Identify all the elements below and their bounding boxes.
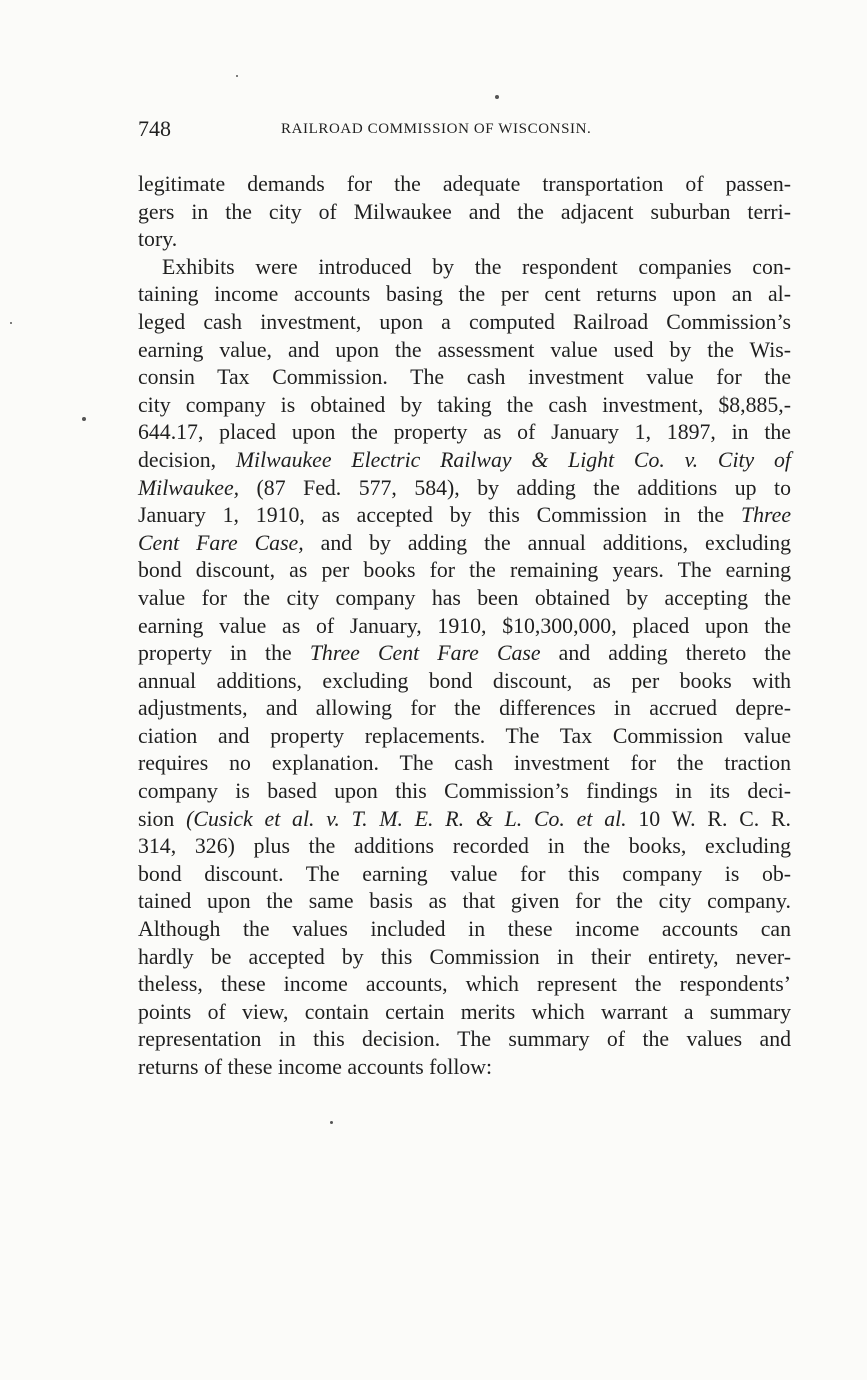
scan-speck [236, 75, 238, 77]
text-run: points of view, contain certain merits which warrant a summary [138, 999, 791, 1024]
text-run: decision, [138, 447, 236, 472]
text-run: sion [138, 806, 187, 831]
text-run: adjustments, and allowing for the differences in accrued depre- [138, 696, 791, 721]
text-run: theless, these income accounts, which represent the respondents’ [138, 972, 791, 997]
text-run: January 1, 1910, as accepted by this Commission in the [138, 503, 741, 528]
text-run: and by adding the annual additions, excluding [303, 530, 791, 555]
text-run: property in the [138, 641, 310, 666]
text-run: earning value, and upon the assessment value used by the Wis- [138, 337, 791, 362]
text-run: Although the values included in these income accounts can [138, 917, 791, 942]
italic-citation: (Cusick et al. v. T. M. E. R. & L. Co. et al. [186, 806, 627, 831]
text-line [138, 668, 791, 696]
text-line [138, 226, 791, 254]
text-line [138, 502, 791, 530]
text-run: leged cash investment, upon a computed Railroad Commission’s [138, 309, 791, 334]
text-run: requires no explanation. The cash investment for the traction [138, 751, 791, 776]
text-line [138, 916, 791, 944]
text-line [138, 833, 791, 861]
text-line [138, 723, 791, 751]
text-line [138, 613, 791, 641]
text-line [138, 971, 791, 999]
text-run: bond discount. The earning value for this company is ob- [138, 861, 791, 886]
italic-citation: Milwaukee, [138, 475, 240, 500]
text-run: returns of these income accounts follow: [138, 1055, 493, 1079]
scan-speck [10, 322, 12, 324]
text-line [138, 364, 791, 392]
page-header [138, 116, 790, 144]
text-run: taining income accounts basing the per cent returns upon an al- [138, 282, 791, 307]
text-line [138, 557, 791, 585]
text-line [138, 640, 791, 668]
text-run: annual additions, excluding bond discount, as per books with [138, 668, 791, 693]
text-run: tory. [138, 227, 178, 252]
text-line [138, 309, 791, 337]
text-run: company is based upon this Commission’s findings in its deci- [138, 779, 791, 804]
text-run: city company is obtained by taking the cash investment, $8,885,- [138, 392, 791, 417]
text-run: Exhibits were introduced by the respondent companies con- [162, 254, 791, 279]
scan-speck [495, 95, 499, 99]
text-line [138, 1026, 791, 1054]
text-line [138, 475, 791, 503]
text-line [138, 944, 791, 972]
text-run: bond discount, as per books for the remaining years. The earning [138, 558, 791, 583]
text-line [138, 281, 791, 309]
text-run: legitimate demands for the adequate transportation of passen- [138, 172, 791, 196]
text-run: 314, 326) plus the additions recorded in the books, excluding [138, 834, 791, 859]
running-head: RAILROAD COMMISSION OF WISCONSIN. [281, 121, 592, 137]
text-line [138, 585, 791, 613]
italic-citation: Three Cent Fare Case [309, 641, 541, 666]
text-run: gers in the city of Milwaukee and the adjacent suburban terri- [138, 199, 791, 224]
text-line [138, 447, 791, 475]
text-run: earning value as of January, 1910, $10,300,000, placed upon the [138, 613, 791, 638]
body-text [138, 171, 791, 1082]
text-line [138, 419, 791, 447]
text-line [138, 750, 791, 778]
text-line [138, 861, 791, 889]
text-line [138, 778, 791, 806]
text-run: 644.17, placed upon the property as of January 1, 1897, in the [138, 420, 791, 445]
text-run: representation in this decision. The summary of the values and [138, 1027, 791, 1052]
text-line [138, 530, 791, 558]
text-line [138, 171, 791, 199]
text-line [138, 254, 791, 282]
text-run: and adding thereto the [540, 641, 791, 666]
text-run: tained upon the same basis as that given for the city company. [138, 889, 791, 914]
text-run: (87 Fed. 577, 584), by adding the additions up to [239, 475, 791, 500]
scan-speck [330, 1121, 333, 1124]
text-line [138, 806, 791, 834]
text-line [138, 392, 791, 420]
text-run: ciation and property replacements. The Tax Commission value [138, 723, 791, 748]
text-line [138, 999, 791, 1027]
text-run: 10 W. R. C. R. [626, 806, 791, 831]
text-run: hardly be accepted by this Commission in their entirety, never- [138, 944, 791, 969]
text-line [138, 888, 791, 916]
text-line [138, 695, 791, 723]
text-line [138, 337, 791, 365]
scan-speck [82, 417, 86, 421]
text-run: consin Tax Commission. The cash investment value for the [138, 365, 791, 390]
page-number: 748 [138, 116, 171, 141]
text-line [138, 1054, 791, 1082]
text-run: value for the city company has been obtained by accepting the [138, 585, 791, 610]
italic-citation: Three [740, 503, 791, 528]
italic-citation: Cent Fare Case, [138, 530, 304, 555]
italic-citation: Milwaukee Electric Railway & Light Co. v. City of [235, 447, 791, 472]
text-line [138, 199, 791, 227]
